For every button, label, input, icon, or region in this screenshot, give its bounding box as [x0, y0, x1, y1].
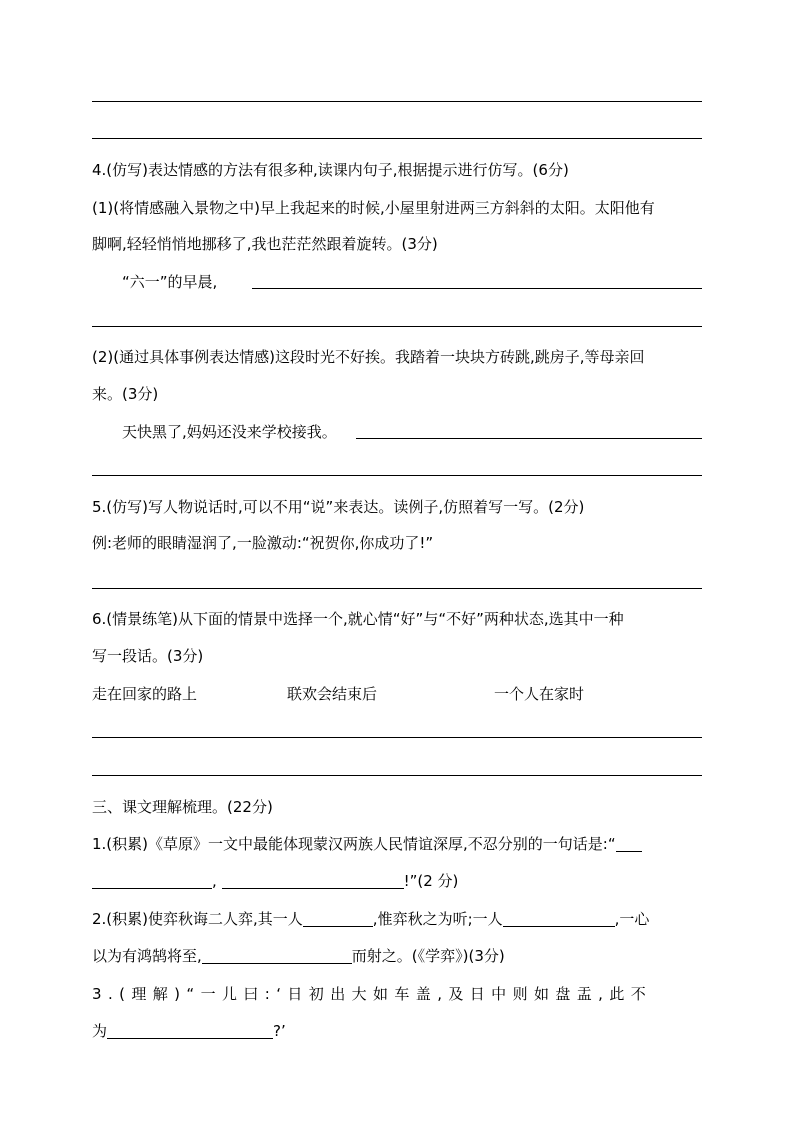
section3-heading: 三、课文理解梳理。(22分)	[92, 798, 273, 816]
s3-q2-text: 以为有鸿鹄将至,	[92, 947, 202, 965]
q5-example: 例:老师的眼睛湿润了,一脸激动:“祝贺你,你成功了!”	[92, 534, 434, 552]
answer-line[interactable]	[92, 138, 702, 139]
s3-q2-line2	[92, 946, 505, 966]
answer-line[interactable]	[92, 101, 702, 102]
fill-blank[interactable]	[202, 947, 352, 964]
s3-q2-text: 2.(积累)使弈秋诲二人弈,其一人	[92, 910, 303, 928]
s3-q1-line2	[92, 871, 458, 891]
s3-q1-text: 1.(积累)《草原》一文中最能体现蒙汉两族人民情谊深厚,不忍分别的一句话是:“	[92, 835, 616, 853]
q6-title-line1: 6.(情景练笔)从下面的情景中选择一个,就心情“好”与“不好”两种状态,选其中一种	[92, 610, 624, 628]
answer-line[interactable]	[92, 588, 702, 589]
q4-part1-line1: (1)(将情感融入景物之中)早上我起来的时候,小屋里射进两三方斜斜的太阳。太阳他有	[92, 199, 655, 217]
q4-part2-line1: (2)(通过具体事例表达情感)这段时光不好挨。我踏着一块块方砖跳,跳房子,等母亲回	[92, 348, 645, 366]
s3-q2-line1	[92, 909, 649, 929]
answer-line[interactable]	[92, 475, 702, 476]
s3-q3-text: 为	[92, 1022, 108, 1040]
q4-part1-prompt: “六一”的早晨,	[122, 273, 218, 291]
fill-blank[interactable]	[303, 910, 373, 927]
fill-blank[interactable]	[222, 872, 404, 889]
q6-title-line2: 写一段话。(3分)	[92, 647, 204, 665]
q4-title: 4.(仿写)表达情感的方法有很多种,读课内句子,根据提示进行仿写。(6分)	[92, 161, 569, 179]
q6-option: 联欢会结束后	[287, 685, 378, 703]
answer-line[interactable]	[92, 326, 702, 327]
fill-blank[interactable]	[107, 1022, 273, 1039]
answer-line[interactable]	[252, 288, 702, 289]
s3-q2-text: 而射之。(《学弈》)(3分)	[351, 947, 505, 965]
answer-line[interactable]	[356, 438, 702, 439]
s3-q3-text: ?’	[273, 1022, 286, 1040]
fill-blank[interactable]	[616, 835, 642, 852]
answer-line[interactable]	[92, 737, 702, 738]
s3-q3-line1: 3.(理解)“一儿曰:‘日初出大如车盖,及日中则如盘盂,此不	[92, 985, 653, 1003]
q5-title: 5.(仿写)写人物说话时,可以不用“说”来表达。读例子,仿照着写一写。(2分)	[92, 498, 585, 516]
s3-q3-line2	[92, 1021, 286, 1041]
q6-option: 一个人在家时	[494, 685, 585, 703]
s3-q2-text: ,惟弈秋之为听;一人	[372, 910, 503, 928]
s3-q2-text: ,一心	[614, 910, 650, 928]
q4-part2-line2: 来。(3分)	[92, 385, 159, 403]
answer-line[interactable]	[92, 775, 702, 776]
q6-option: 走在回家的路上	[92, 685, 198, 703]
q4-part2-prompt: 天快黑了,妈妈还没来学校接我。	[122, 423, 337, 441]
s3-q1-comma: ,	[212, 872, 217, 890]
fill-blank[interactable]	[92, 872, 212, 889]
q4-part1-line2: 脚啊,轻轻悄悄地挪移了,我也茫茫然跟着旋转。(3分)	[92, 235, 438, 253]
fill-blank[interactable]	[503, 910, 615, 927]
s3-q1-end: !”(2 分)	[403, 872, 459, 890]
s3-q1-line1	[92, 834, 642, 854]
